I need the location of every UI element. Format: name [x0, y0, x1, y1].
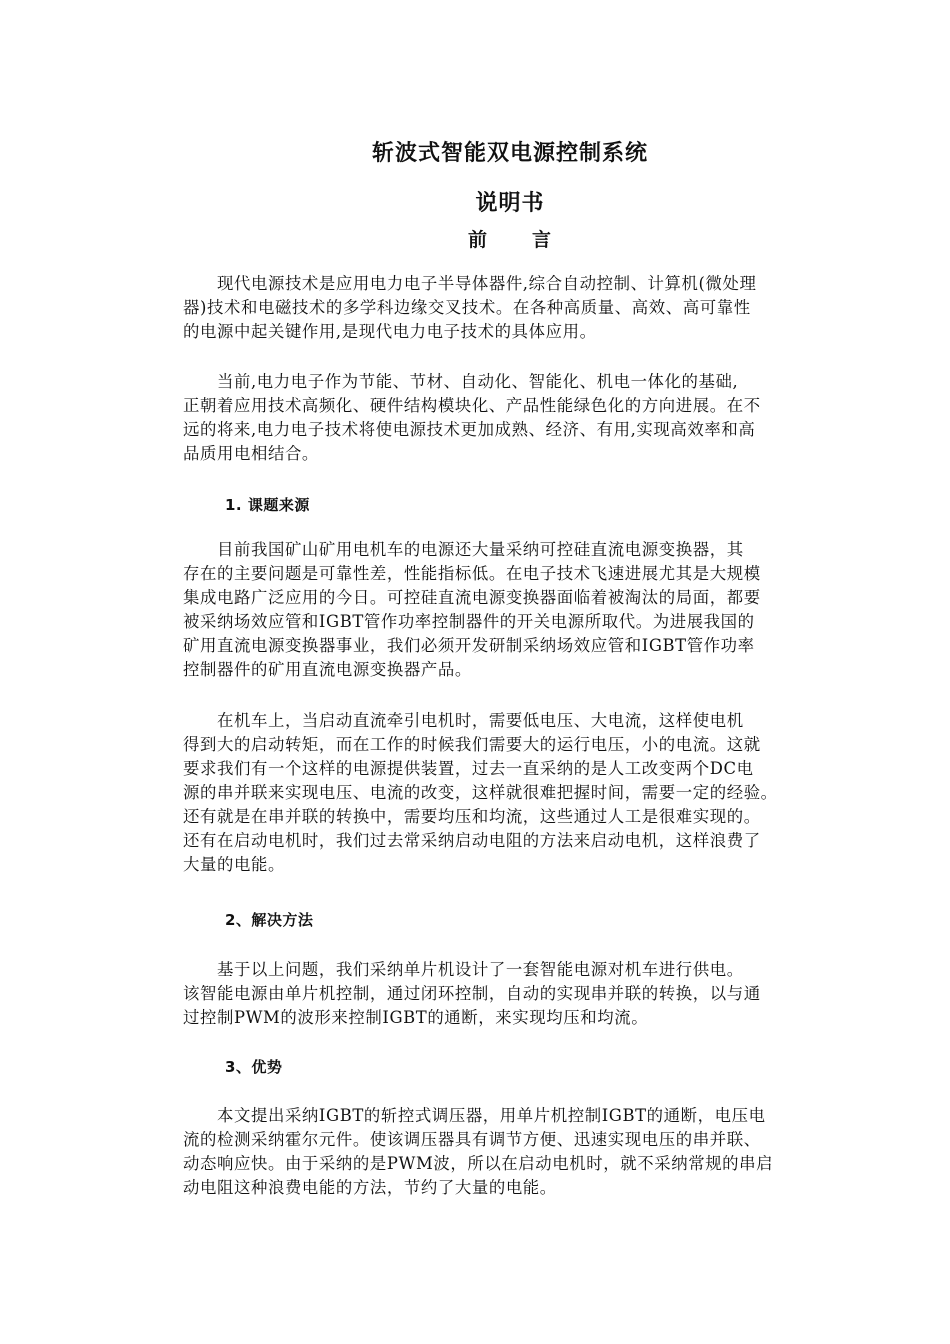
- document-title: 斩波式智能双电源控制系统: [371, 141, 648, 166]
- section-heading: 2、解决方法: [225, 911, 314, 929]
- text-line: 动电阻这种浪费电能的方法，节约了大量的电能。: [183, 1178, 557, 1197]
- section-heading: 1. 课题来源: [225, 496, 310, 514]
- text-line: 存在的主要问题是可靠性差，性能指标低。在电子技术飞速进展尤其是大规模: [183, 564, 761, 583]
- section-paragraph: [183, 538, 883, 682]
- text-line: 大量的电能。: [183, 855, 285, 874]
- text-line: 品质用电相结合。: [183, 444, 319, 463]
- preface-heading-char-1: 前: [467, 229, 488, 251]
- text-line: 集成电路广泛应用的今日。可控硅直流电源变换器面临着被淘汰的局面，都要: [183, 588, 761, 607]
- document-subtitle: 说明书: [475, 191, 545, 216]
- text-line: 远的将来,电力电子技术将使电源技术更加成熟、经济、有用,实现高效率和高: [183, 420, 756, 439]
- text-line: 过控制PWM的波形来控制IGBT的通断，来实现均压和均流。: [183, 1008, 649, 1027]
- text-line: 的电源中起关键作用,是现代电力电子技术的具体应用。: [183, 322, 597, 341]
- section-paragraph: [183, 709, 883, 877]
- text-line: 器)技术和电磁技术的多学科边缘交叉技术。在各种高质量、高效、高可靠性: [183, 298, 751, 317]
- preface-paragraph: [183, 370, 883, 466]
- section-paragraph: [183, 1104, 883, 1200]
- section-paragraph: [183, 958, 883, 1030]
- text-line: 本文提出采纳IGBT的斩控式调压器，用单片机控制IGBT的通断，电压电: [183, 1106, 766, 1125]
- text-line: 正朝着应用技术高频化、硬件结构模块化、产品性能绿色化的方向进展。在不: [183, 396, 761, 415]
- text-line: 矿用直流电源变换器事业，我们必须开发研制采纳场效应管和IGBT管作功率: [183, 636, 755, 655]
- text-line: 在机车上，当启动直流牵引电机时，需要低电压、大电流，这样使电机: [183, 711, 744, 730]
- preface-heading-char-2: 言: [532, 229, 553, 251]
- text-line: 还有在启动电机时，我们过去常采纳启动电阻的方法来启动电机，这样浪费了: [183, 831, 761, 850]
- text-line: 流的检测采纳霍尔元件。使该调压器具有调节方便、迅速实现电压的串并联、: [183, 1130, 761, 1149]
- text-line: 要求我们有一个这样的电源提供装置，过去一直采纳的是人工改变两个DC电: [183, 759, 754, 778]
- text-line: 基于以上问题，我们采纳单片机设计了一套智能电源对机车进行供电。: [183, 960, 744, 979]
- preface-heading: [0, 225, 950, 252]
- text-line: 被采纳场效应管和IGBT管作功率控制器件的开关电源所取代。为进展我国的: [183, 612, 755, 631]
- text-line: 还有就是在串并联的转换中，需要均压和均流，这些通过人工是很难实现的。: [183, 807, 761, 826]
- text-line: 动态响应快。由于采纳的是PWM波，所以在启动电机时，就不采纳常规的串启: [183, 1154, 774, 1173]
- section-heading: 3、优势: [225, 1058, 283, 1076]
- text-line: 得到大的启动转矩，而在工作的时候我们需要大的运行电压，小的电流。这就: [183, 735, 761, 754]
- text-line: 控制器件的矿用直流电源变换器产品。: [183, 660, 472, 679]
- text-line: 当前,电力电子作为节能、节材、自动化、智能化、机电一体化的基础,: [183, 372, 739, 391]
- text-line: 源的串并联来实现电压、电流的改变，这样就很难把握时间，需要一定的经验。: [183, 783, 778, 802]
- text-line: 目前我国矿山矿用电机车的电源还大量采纳可控硅直流电源变换器，其: [183, 540, 744, 559]
- preface-paragraph: [183, 272, 883, 344]
- text-line: 现代电源技术是应用电力电子半导体器件,综合自动控制、计算机(微处理: [183, 274, 757, 293]
- text-line: 该智能电源由单片机控制，通过闭环控制，自动的实现串并联的转换，以与通: [183, 984, 761, 1003]
